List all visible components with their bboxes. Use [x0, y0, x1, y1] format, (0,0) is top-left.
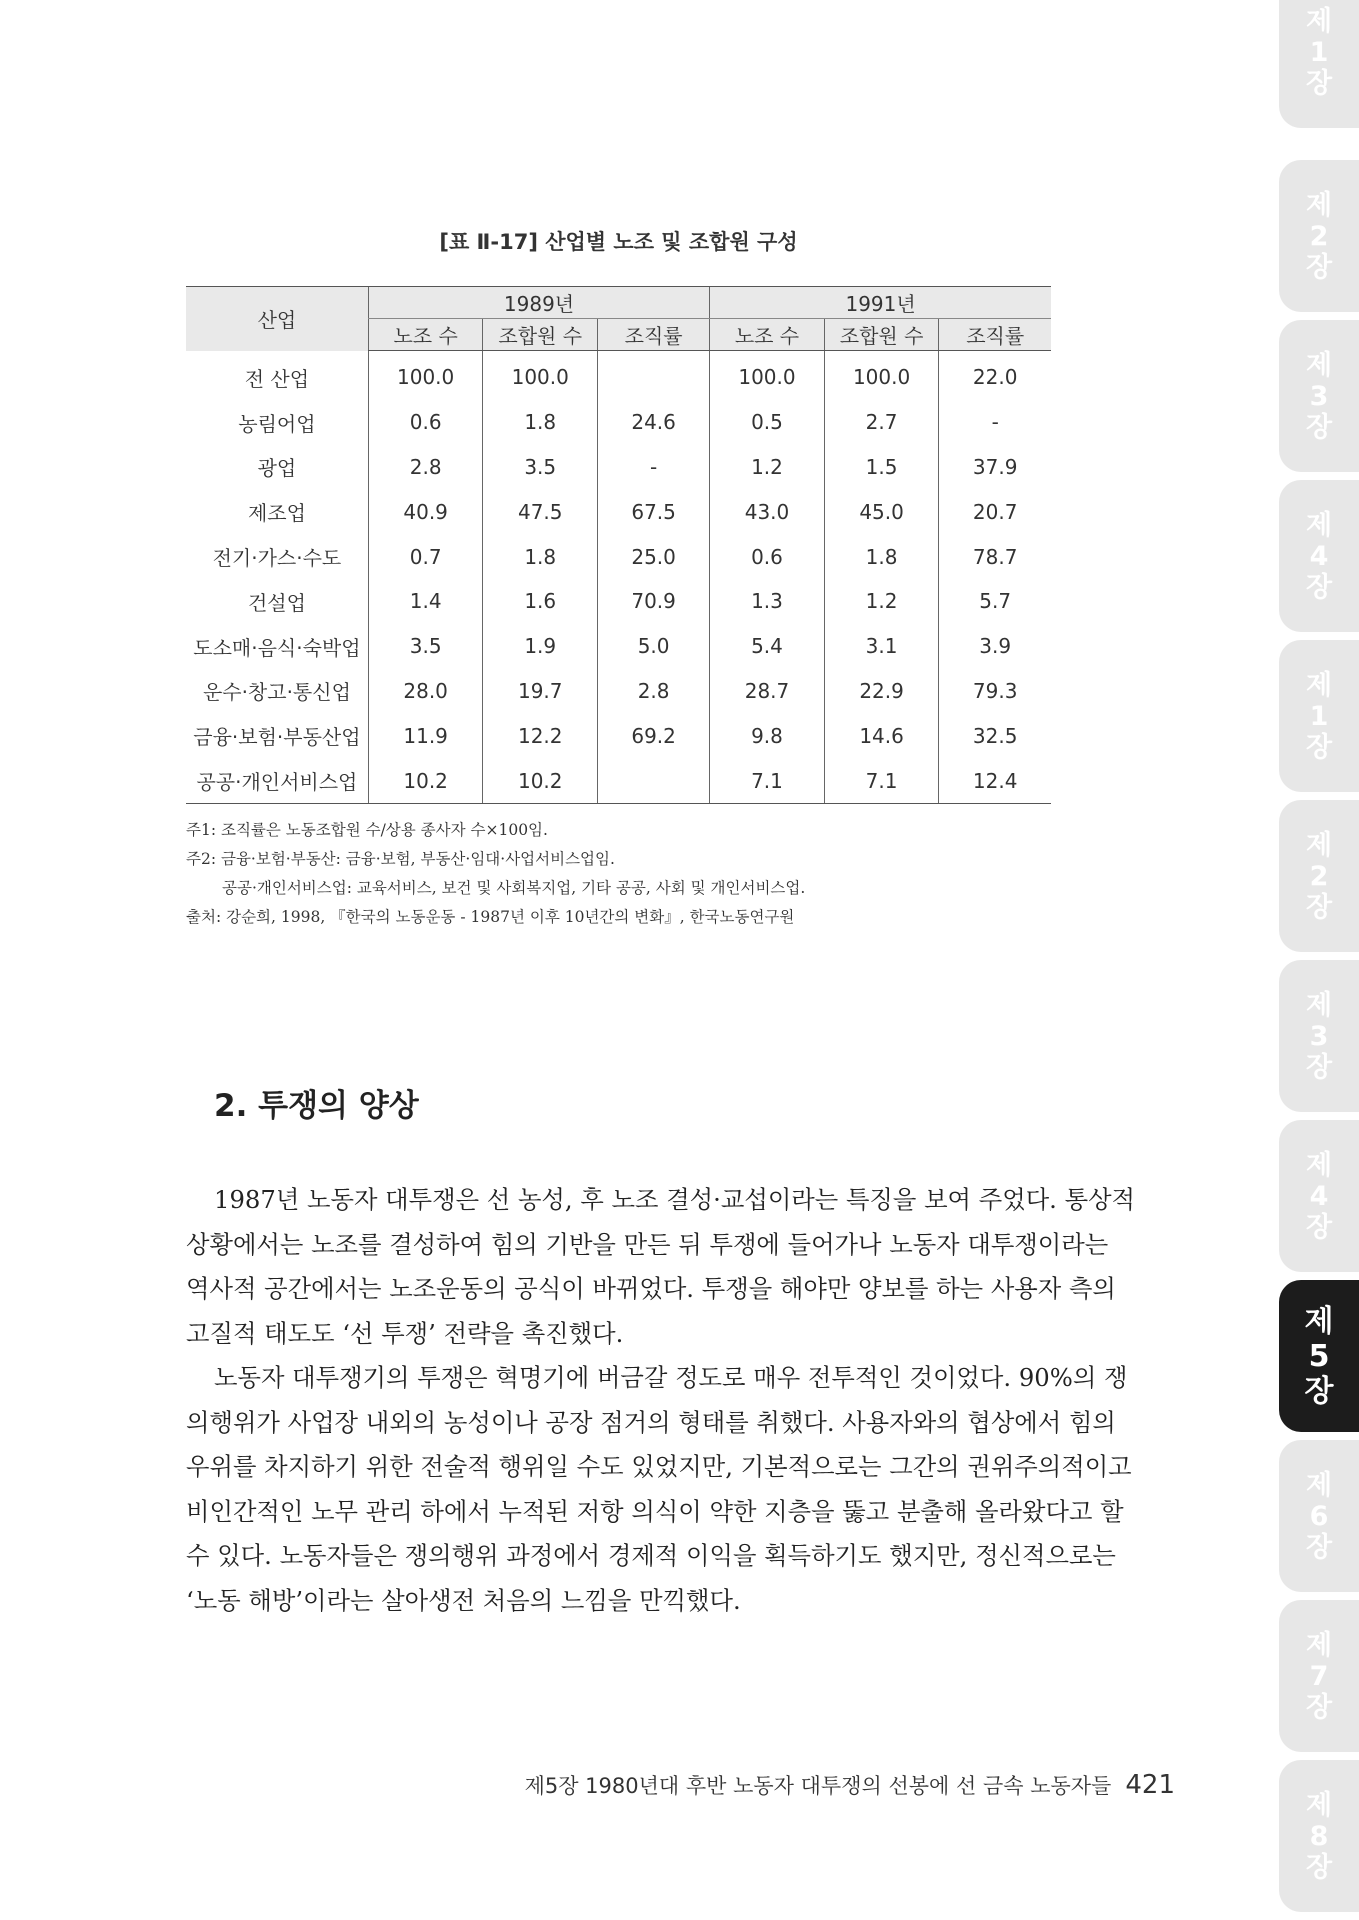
- chapter-tab[interactable]: 제 4 장: [1279, 1120, 1359, 1272]
- body-line: 의행위가 사업장 내외의 농성이나 공장 점거의 형태를 취했다. 사용자와의 협상에서 힘의: [186, 1407, 1116, 1437]
- value-cell: 5.4: [710, 624, 825, 669]
- value-cell: 40.9: [368, 489, 483, 534]
- value-cell: 3.1: [824, 624, 939, 669]
- value-cell: 0.6: [710, 534, 825, 579]
- value-cell: 5.0: [598, 624, 710, 669]
- table-note: 주2: 금융·보험·부동산: 금융·보험, 부동산·임대·사업서비스업임.: [186, 850, 615, 868]
- value-cell: -: [598, 445, 710, 490]
- running-title: 제5장 1980년대 후반 노동자 대투쟁의 선봉에 선 금속 노동자들: [524, 1774, 1112, 1798]
- header-industry: 산업: [186, 287, 368, 351]
- value-cell: 5.7: [939, 579, 1051, 624]
- header-col: 조합원 수: [824, 319, 939, 351]
- value-cell: 24.6: [598, 400, 710, 445]
- value-cell: 32.5: [939, 713, 1051, 758]
- table-title: [표 Ⅱ-17] 산업별 노조 및 조합원 구성: [439, 230, 798, 254]
- value-cell: -: [939, 400, 1051, 445]
- table-row: [186, 758, 1051, 803]
- value-cell: 2.8: [598, 669, 710, 714]
- body-line: 우위를 차지하기 위한 전술적 행위일 수도 있었지만, 기본적으로는 그간의 권위주의적이고: [186, 1452, 1132, 1481]
- chapter-tab[interactable]: 제 1 장: [1279, 0, 1359, 128]
- table-row: [186, 489, 1051, 534]
- value-cell: 1.2: [710, 445, 825, 490]
- chapter-tab[interactable]: 제 2 장: [1279, 160, 1359, 312]
- value-cell: 28.0: [368, 669, 483, 714]
- value-cell: 19.7: [483, 669, 598, 714]
- value-cell: 22.0: [939, 351, 1051, 400]
- section-heading: 2. 투쟁의 양상: [214, 1088, 419, 1124]
- chapter-tab[interactable]: 제 8 장: [1279, 1760, 1359, 1912]
- table-note: 공공·개인서비스업: 교육서비스, 보건 및 사회복지업, 기타 공공, 사회 및 개인서비스업.: [222, 879, 806, 897]
- value-cell: 70.9: [598, 579, 710, 624]
- body-line: 1987년 노동자 대투쟁은 선 농성, 후 노조 결성·교섭이라는 특징을 보여 주었다. 통상적: [214, 1185, 1136, 1214]
- header-col: 노조 수: [710, 319, 825, 351]
- value-cell: 1.8: [483, 534, 598, 579]
- value-cell: 1.9: [483, 624, 598, 669]
- value-cell: 12.2: [483, 713, 598, 758]
- body-line: 수 있다. 노동자들은 쟁의행위 과정에서 경제적 이익을 획득하기도 했지만, 정신적으로는: [186, 1541, 1116, 1570]
- value-cell: 100.0: [368, 351, 483, 400]
- chapter-tab[interactable]: 제 3 장: [1279, 960, 1359, 1112]
- body-line: 상황에서는 노조를 결성하여 힘의 기반을 만든 뒤 투쟁에 들어가나 노동자 대투쟁이라는: [186, 1229, 1109, 1259]
- body-line: 비인간적인 노무 관리 하에서 누적된 저항 의식이 약한 지층을 뚫고 분출해 올라왔다고 할: [186, 1496, 1124, 1526]
- value-cell: 25.0: [598, 534, 710, 579]
- value-cell: 12.4: [939, 758, 1051, 803]
- value-cell: 1.4: [368, 579, 483, 624]
- industry-cell: 금융·보험·부동산업: [193, 725, 361, 750]
- value-cell: 47.5: [483, 489, 598, 534]
- value-cell: 100.0: [483, 351, 598, 400]
- value-cell: 79.3: [939, 669, 1051, 714]
- value-cell: 37.9: [939, 445, 1051, 490]
- chapter-tab-active[interactable]: 제 5 장: [1279, 1280, 1359, 1432]
- value-cell: 69.2: [598, 713, 710, 758]
- table-row: [186, 624, 1051, 669]
- value-cell: 10.2: [368, 758, 483, 803]
- value-cell: 1.8: [824, 534, 939, 579]
- value-cell: 1.3: [710, 579, 825, 624]
- value-cell: [598, 758, 710, 803]
- value-cell: 2.8: [368, 445, 483, 490]
- value-cell: 78.7: [939, 534, 1051, 579]
- table-row: [186, 445, 1051, 490]
- chapter-tab[interactable]: 제 7 장: [1279, 1600, 1359, 1752]
- chapter-tab[interactable]: 제 1 장: [1279, 640, 1359, 792]
- value-cell: 100.0: [710, 351, 825, 400]
- industry-cell: 광업: [257, 456, 297, 481]
- page-footer: [525, 1770, 1175, 1800]
- value-cell: 20.7: [939, 489, 1051, 534]
- value-cell: 0.6: [368, 400, 483, 445]
- header-col: 조직률: [939, 319, 1051, 351]
- value-cell: 7.1: [824, 758, 939, 803]
- industry-union-table: [186, 286, 1051, 804]
- body-line: 고질적 태도도 ‘선 투쟁’ 전략을 촉진했다.: [186, 1318, 624, 1348]
- value-cell: 45.0: [824, 489, 939, 534]
- industry-cell: 도소매·음식·숙박업: [193, 635, 361, 660]
- value-cell: 1.5: [824, 445, 939, 490]
- value-cell: 28.7: [710, 669, 825, 714]
- table-note: 주1: 조직률은 노동조합원 수/상용 종사자 수×100임.: [186, 821, 548, 839]
- value-cell: 1.2: [824, 579, 939, 624]
- table-row: [186, 669, 1051, 714]
- value-cell: 3.5: [368, 624, 483, 669]
- table-row: [186, 400, 1051, 445]
- value-cell: 9.8: [710, 713, 825, 758]
- body-line: 노동자 대투쟁기의 투쟁은 혁명기에 버금갈 정도로 매우 전투적인 것이었다. 90%의 쟁: [214, 1363, 1128, 1392]
- table-row: [186, 579, 1051, 624]
- page-number: 421: [1125, 1770, 1175, 1800]
- table-header-row: [186, 287, 1051, 319]
- value-cell: 1.8: [483, 400, 598, 445]
- body-text: [186, 1178, 1180, 1623]
- industry-cell: 제조업: [247, 501, 306, 526]
- value-cell: 22.9: [824, 669, 939, 714]
- header-col: 노조 수: [368, 319, 483, 351]
- value-cell: 67.5: [598, 489, 710, 534]
- value-cell: 2.7: [824, 400, 939, 445]
- header-col: 조합원 수: [483, 319, 598, 351]
- industry-cell: 운수·창고·통신업: [202, 680, 351, 705]
- chapter-tab[interactable]: 제 6 장: [1279, 1440, 1359, 1592]
- table-row: [186, 713, 1051, 758]
- value-cell: [598, 351, 710, 400]
- industry-cell: 공공·개인서비스업: [186, 758, 368, 803]
- body-line: ‘노동 해방’이라는 살아생전 처음의 느낌을 만끽했다.: [186, 1585, 741, 1615]
- table-source: 출처: 강순희, 1998, 『한국의 노동운동 - 1987년 이후 10년간의 변화』, 한국노동연구원: [186, 908, 795, 926]
- table-row: [186, 351, 1051, 400]
- industry-cell: 전 산업: [244, 366, 310, 391]
- value-cell: 3.5: [483, 445, 598, 490]
- body-line: 역사적 공간에서는 노조운동의 공식이 바뀌었다. 투쟁을 해야만 양보를 하는 사용자 측의: [186, 1274, 1116, 1303]
- chapter-tabs: [1279, 0, 1359, 1920]
- industry-cell: 건설업: [247, 590, 306, 615]
- value-cell: 7.1: [710, 758, 825, 803]
- value-cell: 10.2: [483, 758, 598, 803]
- value-cell: 100.0: [824, 351, 939, 400]
- header-year-1989: 1989년: [368, 287, 709, 319]
- value-cell: 1.6: [483, 579, 598, 624]
- value-cell: 43.0: [710, 489, 825, 534]
- header-year-1991: 1991년: [710, 287, 1051, 319]
- table-notes: [186, 816, 1086, 932]
- chapter-tab[interactable]: 제 4 장: [1279, 480, 1359, 632]
- chapter-tab[interactable]: 제 2 장: [1279, 800, 1359, 952]
- chapter-tab[interactable]: 제 3 장: [1279, 320, 1359, 472]
- value-cell: 3.9: [939, 624, 1051, 669]
- value-cell: 0.5: [710, 400, 825, 445]
- industry-cell: 전기·가스·수도: [212, 546, 342, 571]
- industry-cell: 농림어업: [238, 411, 316, 436]
- value-cell: 11.9: [368, 713, 483, 758]
- value-cell: 14.6: [824, 713, 939, 758]
- value-cell: 0.7: [368, 534, 483, 579]
- header-col: 조직률: [598, 319, 710, 351]
- table-row: [186, 534, 1051, 579]
